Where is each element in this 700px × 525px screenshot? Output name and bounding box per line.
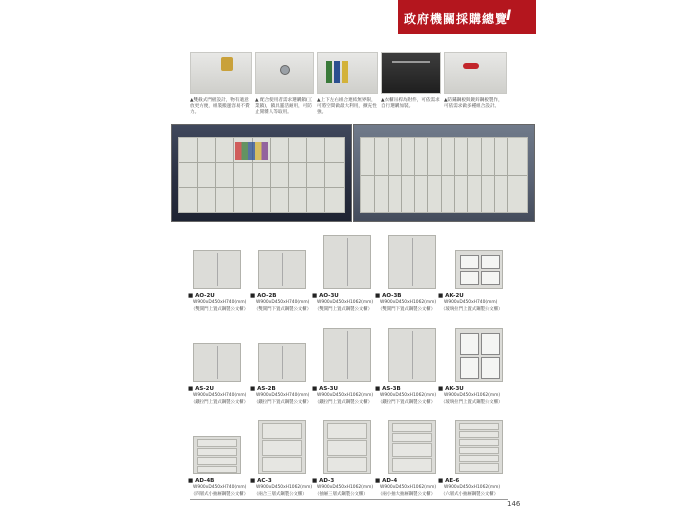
product-image-ao-3b — [388, 235, 436, 289]
feature-photo-hook — [444, 52, 507, 94]
product-description: （鐵拉門下置式鋼製公文櫃） — [378, 400, 436, 405]
feature-photo-binders — [317, 52, 378, 94]
product-dimensions: W900xD450xH1062(mm) — [317, 300, 374, 305]
product-dimensions: W900xD450xH1062(mm) — [380, 485, 437, 490]
product-code: ■ AS-2U — [188, 386, 214, 392]
product-dimensions: W900xD450xH1062(mm) — [317, 485, 374, 490]
product-image-ac-3 — [258, 420, 306, 474]
product-image-ad-4 — [388, 420, 436, 474]
product-dimensions: W900xD450xH740(mm) — [193, 485, 247, 490]
product-code: ■ AO-2B — [250, 293, 277, 299]
product-image-as-3u — [323, 328, 371, 382]
product-dimensions: W900xD450xH1062(mm) — [444, 393, 501, 398]
product-description: （玻璃拉門上置式鋼製公文櫃） — [441, 400, 503, 405]
feature-caption: ▲防鏽鋼板與鍍鋅鋼板製作，可依需求做多種組合設計。 — [444, 98, 503, 109]
product-image-ad-4b — [193, 436, 241, 474]
product-image-ao-2b — [258, 250, 306, 289]
product-image-ao-3u — [323, 235, 371, 289]
product-code: ■ AE-6 — [438, 478, 460, 484]
product-description: （六層式小抽屜鋼製公文櫃） — [441, 492, 499, 497]
product-dimensions: W900xD450xH1062(mm) — [317, 393, 374, 398]
installation-photo-right — [353, 124, 535, 222]
product-image-ad-3 — [323, 420, 371, 474]
feature-photo-cabinet-top — [190, 52, 252, 94]
product-code: ■ AD-4B — [188, 478, 215, 484]
feature-caption: ▲雙截式門板設計，物有適意放更方便，組裝搬運容易不費力。 — [190, 98, 250, 115]
feature-caption: ▲ 配合使用者需求選購鎖(工業鎖)，鎖具靈活耐用，可防止閒雜人等取用。 — [255, 98, 313, 115]
product-dimensions: W900xD450xH740(mm) — [444, 300, 498, 305]
product-description: （鐵拉門上置式鋼製公文櫃） — [191, 400, 249, 405]
product-code: ■ AK-2U — [438, 293, 464, 299]
product-dimensions: W900xD450xH740(mm) — [256, 300, 310, 305]
feature-photo-lock — [255, 52, 314, 94]
product-image-ak-3u — [455, 328, 503, 382]
product-code: ■ AD-3 — [312, 478, 335, 484]
product-image-as-3b — [388, 328, 436, 382]
product-description: （玻璃拉門上置式鋼製公文櫃） — [441, 307, 503, 312]
product-description: （兩合三層式鋼製公文櫃） — [254, 492, 307, 497]
product-description: （鐵拉門上置式鋼製公文櫃） — [315, 400, 373, 405]
page-title: 政府機關採購總覽 — [404, 12, 509, 26]
product-dimensions: W900xD450xH740(mm) — [193, 300, 247, 305]
product-description: （四層式小抽屜鋼製公文櫃） — [191, 492, 249, 497]
product-code: ■ AO-3U — [312, 293, 339, 299]
product-image-as-2b — [258, 343, 306, 382]
product-code: ■ AD-4 — [375, 478, 398, 484]
feature-photo-wardrobe — [381, 52, 441, 94]
product-code: ■ AK-3U — [438, 386, 464, 392]
product-code: ■ AC-3 — [250, 478, 272, 484]
feature-photo-strip — [190, 52, 507, 94]
product-dimensions: W900xD450xH1062(mm) — [444, 485, 501, 490]
product-description: （雙開門上置式鋼製公文櫃） — [191, 307, 249, 312]
product-dimensions: W900xD450xH1062(mm) — [380, 393, 437, 398]
product-image-ae-6 — [455, 420, 503, 474]
product-image-ao-2u — [193, 250, 241, 289]
product-image-as-2u — [193, 343, 241, 382]
product-dimensions: W900xD450xH740(mm) — [193, 393, 247, 398]
feature-caption: ▲上下左右組合連結無界限，可將空間做最大利用，擴充性強。 — [317, 98, 377, 115]
product-description: （雙開門下置式鋼製公文櫃） — [254, 307, 312, 312]
cabinet-wall — [178, 137, 345, 213]
product-code: ■ AO-2U — [188, 293, 215, 299]
product-description: （抽屜三層式鋼製公文櫃） — [315, 492, 368, 497]
product-dimensions: W900xD450xH1062(mm) — [380, 300, 437, 305]
product-code: ■ AS-2B — [250, 386, 276, 392]
product-code: ■ AS-3U — [312, 386, 338, 392]
cabinet-wall — [360, 137, 528, 213]
product-code: ■ AS-3B — [375, 386, 401, 392]
product-description: （兩小抽大抽屜鋼製公文櫃） — [378, 492, 436, 497]
product-dimensions: W900xD450xH740(mm) — [256, 393, 310, 398]
feature-caption: ▲衣櫃吊桿為附件，可依需求自行選購加裝。 — [381, 98, 440, 109]
page-number: 146 — [507, 500, 521, 508]
product-description: （雙開門上置式鋼製公文櫃） — [315, 307, 373, 312]
product-image-ak-2u — [455, 250, 503, 289]
product-description: （鐵拉門下置式鋼製公文櫃） — [254, 400, 312, 405]
product-dimensions: W900xD450xH1062(mm) — [256, 485, 313, 490]
installation-photo-left — [171, 124, 352, 222]
footer-rule — [190, 499, 508, 500]
product-description: （雙開門下置式鋼製公文櫃） — [378, 307, 436, 312]
section-number: I — [506, 8, 512, 24]
product-code: ■ AO-3B — [375, 293, 402, 299]
